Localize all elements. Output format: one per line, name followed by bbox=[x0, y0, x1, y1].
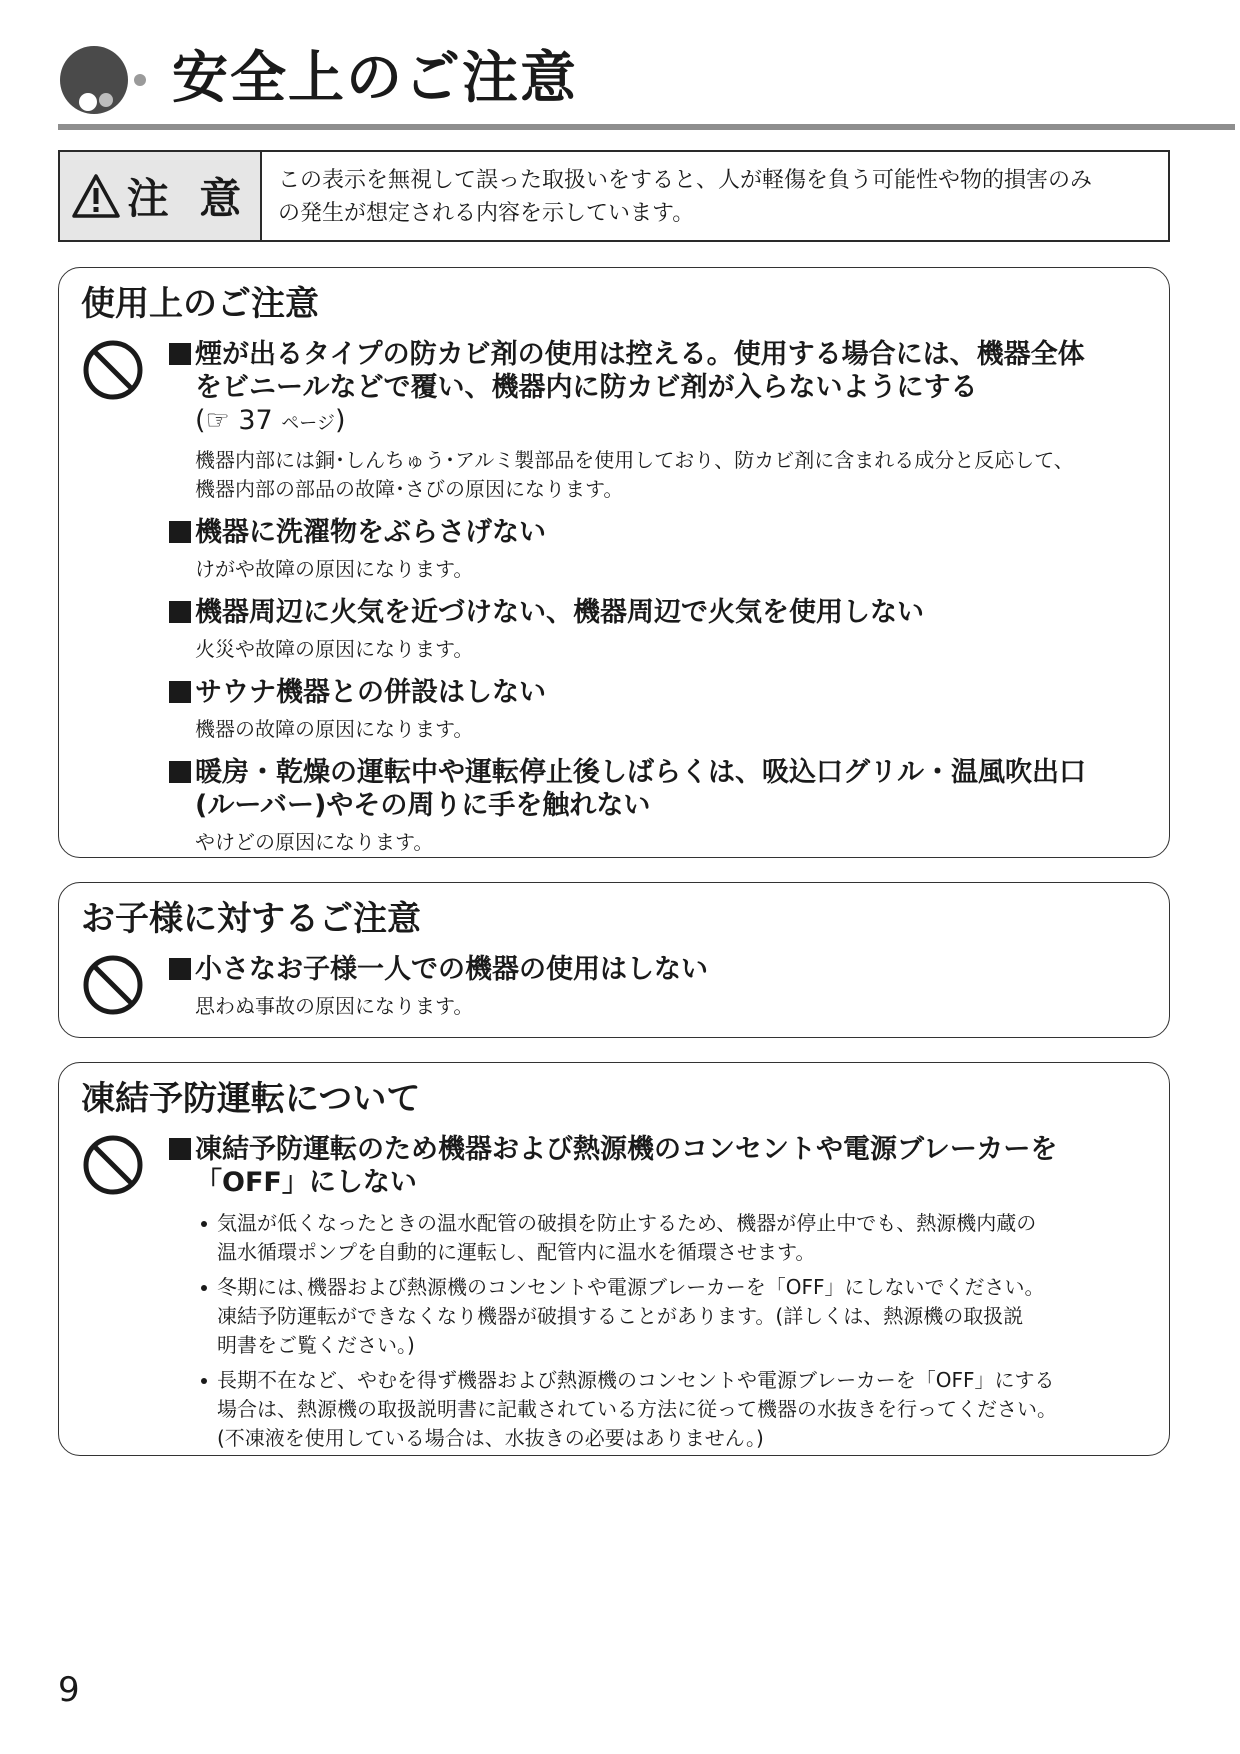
list-item bbox=[169, 953, 1149, 1021]
section-title: 使用上のご注意 bbox=[81, 284, 319, 324]
legend-description-line: この表示を無視して誤った取扱いをすると、人が軽傷を負う可能性や物的損害のみ bbox=[278, 168, 1093, 193]
bullet-item: 長期不在など、やむを得ず機器および熱源機のコンセントや電源ブレーカーを「OFF」にする 場合は、熱源機の取扱説明書に記載されている方法に従って機器の水抜きを行ってください。 (不凍液を使用している場合は、水抜きの必要はありません。) bbox=[169, 1366, 1149, 1453]
item-heading: 暖房・乾燥の運転中や運転停止後しばらくは、吸込口グリル・温風吹出口 (ルーバー)やその周りに手を触れない bbox=[169, 756, 1149, 822]
section-usage-cautions bbox=[58, 267, 1170, 858]
dots-logo-icon bbox=[58, 42, 158, 122]
bullet-square-icon bbox=[169, 681, 191, 703]
prohibited-icon bbox=[81, 1133, 145, 1197]
section-title: お子様に対するご注意 bbox=[81, 899, 421, 939]
list-item bbox=[169, 338, 1149, 504]
caution-legend bbox=[58, 150, 1170, 242]
item-note: やけどの原因になります。 bbox=[195, 830, 434, 854]
page-number: 9 bbox=[58, 1670, 80, 1710]
legend-description-line: の発生が想定される内容を示しています。 bbox=[278, 201, 695, 226]
bullet-square-icon bbox=[169, 1138, 191, 1160]
page-title: 安全上のご注意 bbox=[172, 46, 578, 111]
item-heading: 小さなお子様一人での機器の使用はしない bbox=[169, 953, 1149, 986]
item-heading: 機器周辺に火気を近づけない、機器周辺で火気を使用しない bbox=[169, 596, 1149, 629]
bullet-square-icon bbox=[169, 521, 191, 543]
item-heading: サウナ機器との併設はしない bbox=[169, 676, 1149, 709]
page-reference: (☞ 37 ページ) bbox=[195, 405, 346, 436]
item-note: けがや故障の原因になります。 bbox=[195, 557, 474, 581]
item-heading: 凍結予防運転のため機器および熱源機のコンセントや電源ブレーカーを 「OFF」にしない bbox=[169, 1133, 1149, 1199]
warning-triangle-icon bbox=[71, 173, 121, 219]
legend-description bbox=[262, 152, 1168, 240]
item-note: 機器の故障の原因になります。 bbox=[195, 717, 474, 741]
item-heading: 煙が出るタイプの防カビ剤の使用は控える。使用する場合には、機器全体 をビニールなどで覆い、機器内に防カビ剤が入らないようにする bbox=[169, 338, 1149, 404]
item-note: 思わぬ事故の原因になります。 bbox=[195, 994, 474, 1018]
prohibited-icon bbox=[81, 338, 145, 402]
header-divider bbox=[58, 124, 1235, 130]
item-note: 機器内部には銅･しんちゅう･アルミ製部品を使用しており、防カビ剤に含まれる成分と反応して、 機器内部の部品の故障･さびの原因になります。 bbox=[195, 448, 1074, 501]
legend-label-text: 注 意 bbox=[126, 174, 250, 223]
list-item bbox=[169, 676, 1149, 744]
section-child-cautions bbox=[58, 882, 1170, 1038]
page-header bbox=[58, 38, 1235, 130]
bullet-square-icon bbox=[169, 761, 191, 783]
prohibited-icon bbox=[81, 953, 145, 1017]
section-freeze-prevention bbox=[58, 1062, 1170, 1456]
item-list bbox=[169, 338, 1149, 869]
item-note: 火災や故障の原因になります。 bbox=[195, 637, 474, 661]
list-item bbox=[169, 516, 1149, 584]
legend-label bbox=[60, 152, 262, 240]
bullet-item: 冬期には､機器および熱源機のコンセントや電源ブレーカーを「OFF」にしないでください。 凍結予防運転ができなくなり機器が破損することがあります。(詳しくは、熱源機の取扱説 明書をご覧ください。) bbox=[169, 1273, 1149, 1360]
bullet-square-icon bbox=[169, 958, 191, 980]
item-list bbox=[169, 953, 1149, 1033]
bullet-square-icon bbox=[169, 343, 191, 365]
item-heading: 機器に洗濯物をぶらさげない bbox=[169, 516, 1149, 549]
list-item bbox=[169, 756, 1149, 857]
list-item bbox=[169, 596, 1149, 664]
bullet-item: 気温が低くなったときの温水配管の破損を防止するため、機器が停止中でも、熱源機内蔵の 温水循環ポンプを自動的に運転し、配管内に温水を循環させます。 bbox=[169, 1209, 1149, 1267]
list-item bbox=[169, 1133, 1149, 1453]
bullet-list bbox=[169, 1209, 1149, 1453]
item-list bbox=[169, 1133, 1149, 1465]
section-title: 凍結予防運転について bbox=[81, 1079, 421, 1119]
bullet-square-icon bbox=[169, 601, 191, 623]
